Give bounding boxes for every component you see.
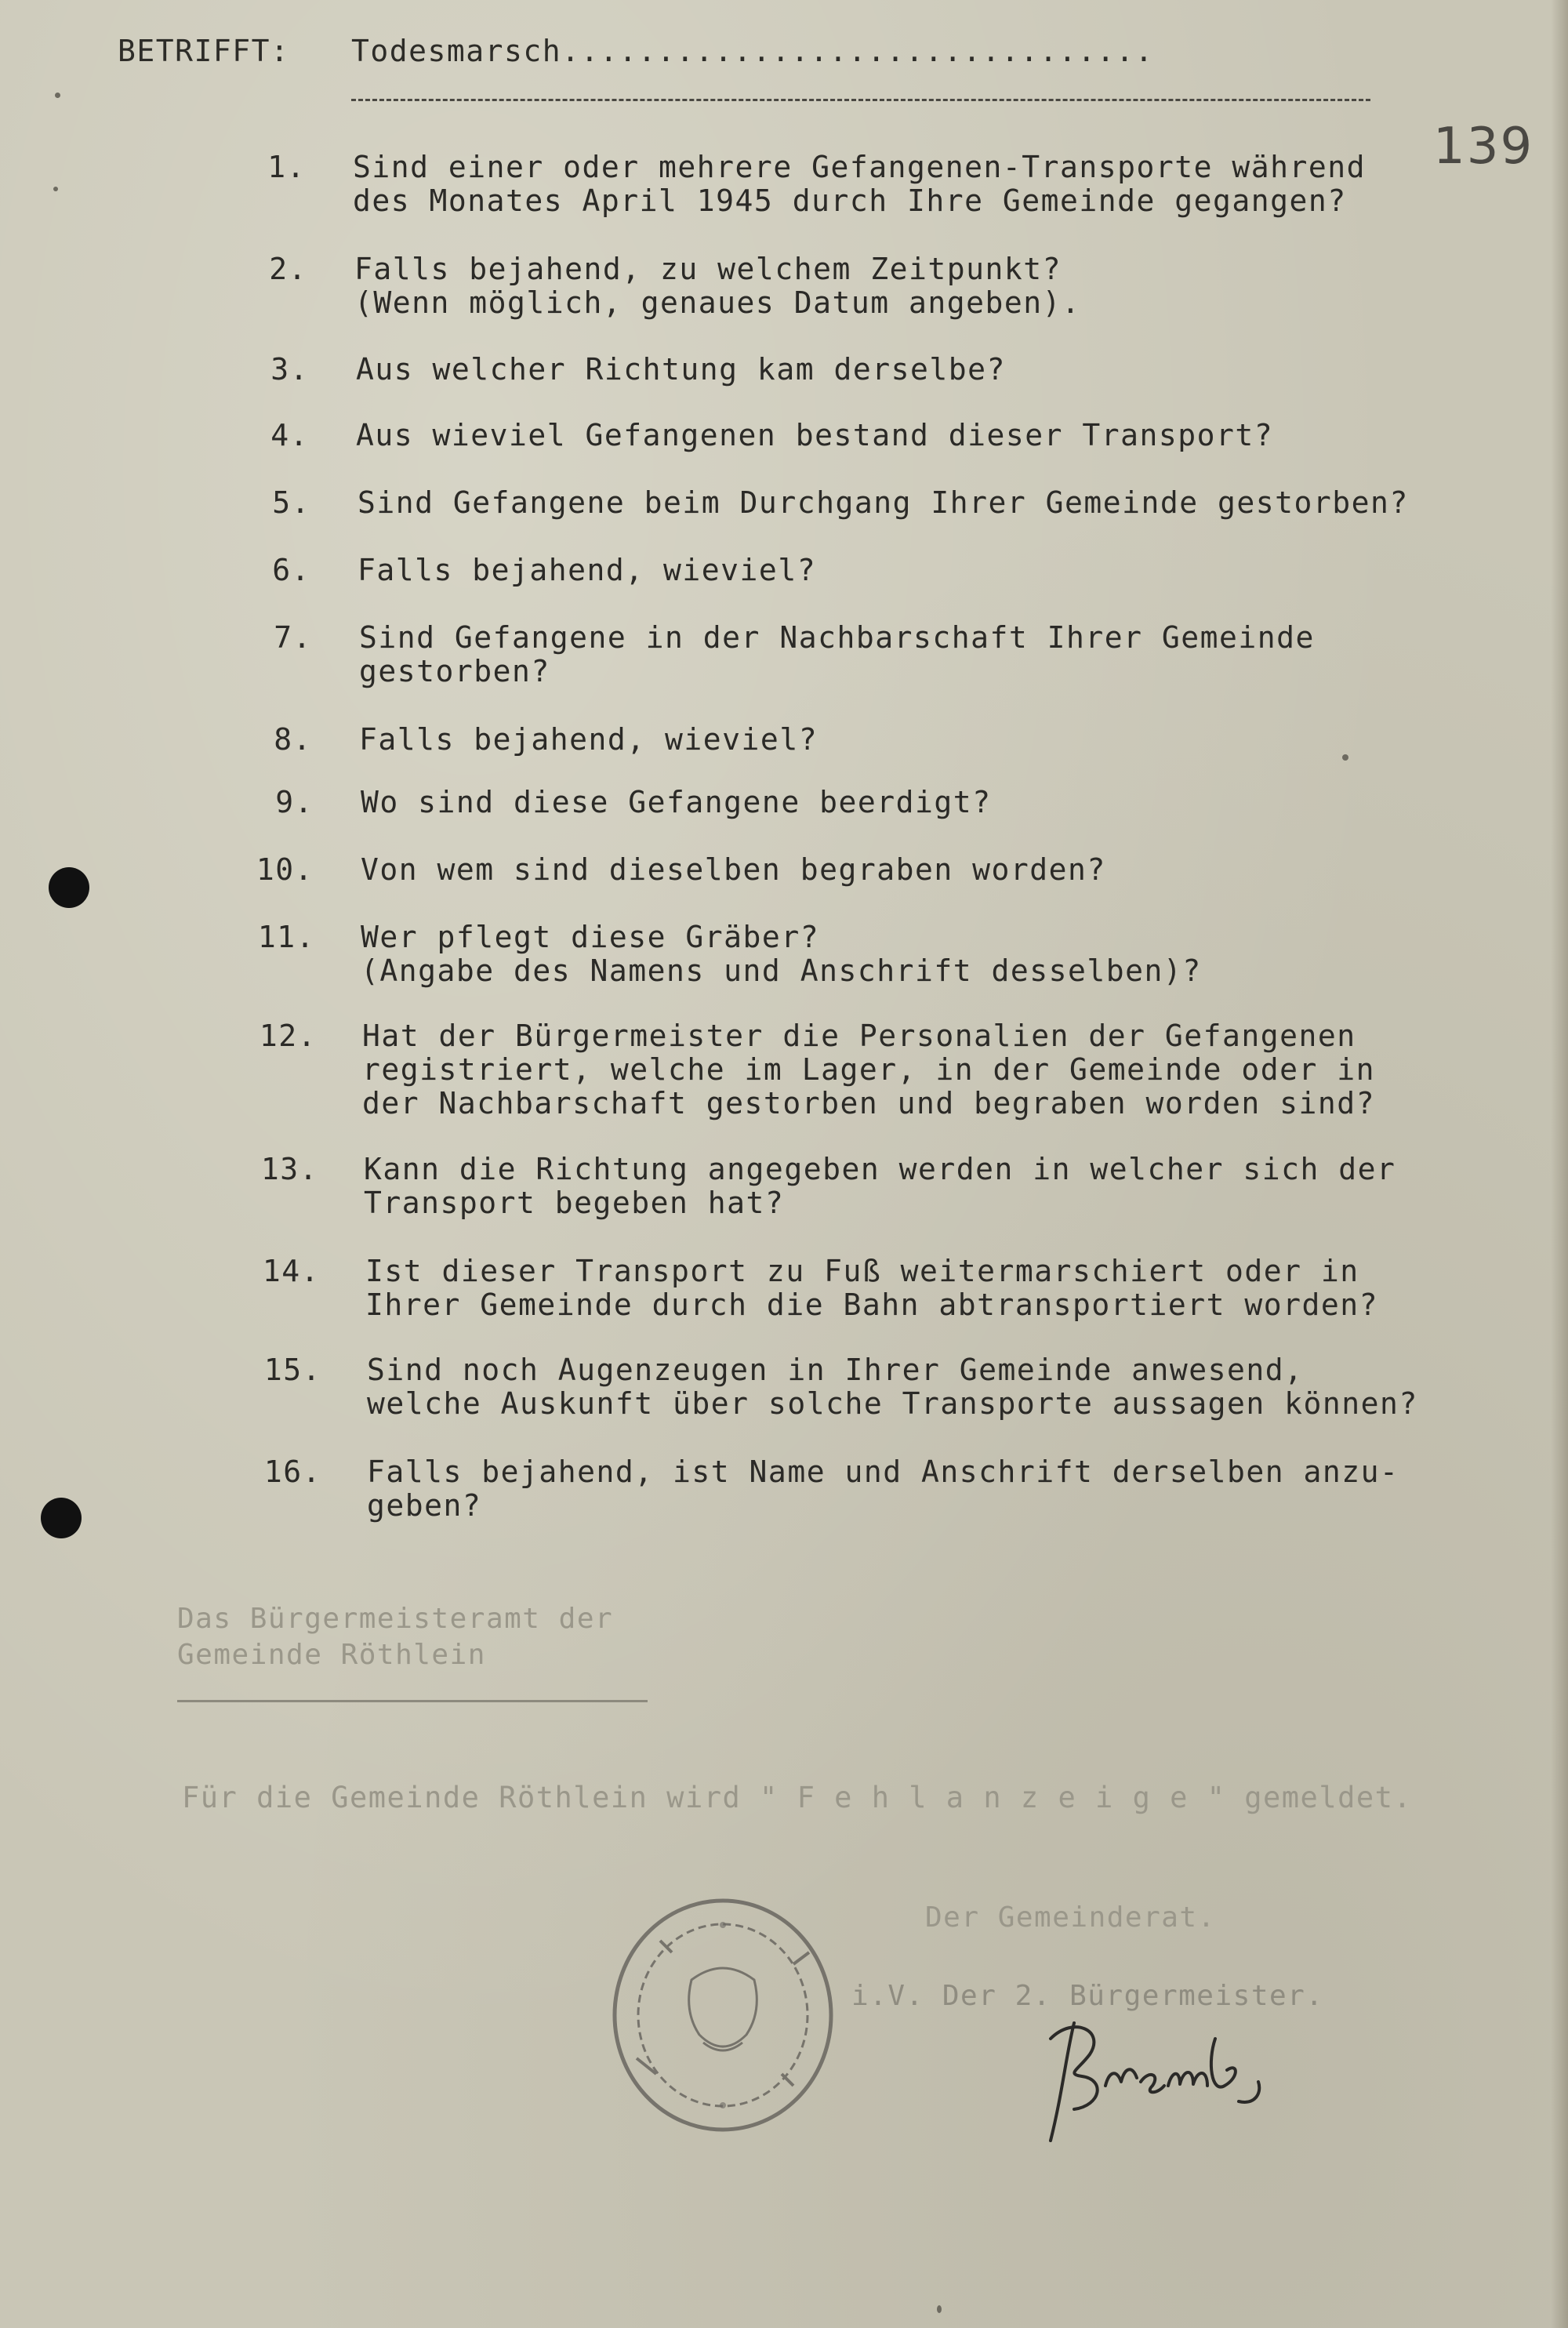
question-number: 10. xyxy=(256,852,314,887)
question-number: 14. xyxy=(262,1254,320,1288)
question-text: Wer pflegt diese Gräber? xyxy=(361,920,820,954)
municipality-name: Gemeinde Röthlein xyxy=(177,1639,486,1671)
question-text: registriert, welche im Lager, in der Gemeinde oder in xyxy=(362,1052,1376,1087)
subject-underline xyxy=(351,99,1370,101)
question-text: Aus wieviel Gefangenen bestand dieser Transport? xyxy=(356,418,1274,452)
question-number: 13. xyxy=(260,1152,318,1186)
question-text: Falls bejahend, wieviel? xyxy=(358,553,817,587)
question-text: Wo sind diese Gefangene beerdigt? xyxy=(361,785,992,819)
question-number: 9. xyxy=(275,785,314,819)
question-number: 3. xyxy=(270,352,309,387)
question-number: 4. xyxy=(270,418,309,452)
question-number: 12. xyxy=(259,1019,317,1053)
question-text: des Monates April 1945 durch Ihre Gemeinde gegangen? xyxy=(353,183,1347,218)
page-number: 139 xyxy=(1433,118,1534,176)
question-text: welche Auskunft über solche Transporte aussagen können? xyxy=(367,1386,1418,1421)
question-text: Sind einer oder mehrere Gefangenen-Transporte während xyxy=(353,150,1367,184)
question-text: der Nachbarschaft gestorben und begraben worden sind? xyxy=(362,1086,1376,1120)
council-signature-line: Der Gemeinderat. xyxy=(925,1901,1216,1934)
question-number: 15. xyxy=(263,1353,321,1387)
question-text: Hat der Bürgermeister die Personalien der Gefangenen xyxy=(362,1019,1356,1053)
official-seal-icon xyxy=(605,1894,840,2137)
question-text: Ist dieser Transport zu Fuß weitermarschiert oder in xyxy=(365,1254,1359,1288)
question-text: Falls bejahend, zu welchem Zeitpunkt? xyxy=(354,252,1062,286)
office-name: Das Bürgermeisteramt der xyxy=(177,1603,614,1635)
punch-hole xyxy=(41,1498,82,1538)
question-number: 11. xyxy=(257,920,315,954)
question-text: geben? xyxy=(367,1488,482,1523)
question-text: Falls bejahend, ist Name und Anschrift derselben anzu- xyxy=(367,1455,1399,1489)
paper-speck xyxy=(937,2305,942,2313)
question-text: Sind noch Augenzeugen in Ihrer Gemeinde anwesend, xyxy=(367,1353,1304,1387)
paper-speck xyxy=(1342,754,1348,761)
question-text: Von wem sind dieselben begraben worden? xyxy=(361,852,1106,887)
question-text: Transport begeben hat? xyxy=(364,1186,785,1220)
question-number: 7. xyxy=(274,620,312,655)
question-text: (Wenn möglich, genaues Datum angeben). xyxy=(354,285,1081,320)
question-text: gestorben? xyxy=(359,654,550,688)
question-text: Ihrer Gemeinde durch die Bahn abtransportiert worden? xyxy=(365,1287,1379,1322)
question-number: 5. xyxy=(272,485,310,520)
question-number: 2. xyxy=(269,252,307,286)
deputy-mayor-line: i.V. Der 2. Bürgermeister. xyxy=(851,1980,1324,2012)
punch-hole xyxy=(49,867,89,908)
question-number: 8. xyxy=(274,722,312,757)
subject-value: Todesmarsch............................... xyxy=(351,34,1154,68)
question-text: (Angabe des Namens und Anschrift desselben)? xyxy=(361,953,1202,988)
paper-speck xyxy=(53,187,58,191)
question-text: Sind Gefangene in der Nachbarschaft Ihrer Gemeinde xyxy=(359,620,1315,655)
question-text: Sind Gefangene beim Durchgang Ihrer Gemeinde gestorben? xyxy=(358,485,1409,520)
question-number: 16. xyxy=(263,1455,321,1489)
office-underline xyxy=(177,1700,648,1702)
handwritten-signature-icon xyxy=(1019,2007,1301,2148)
question-text: Falls bejahend, wieviel? xyxy=(359,722,818,757)
paper-speck xyxy=(55,93,60,98)
question-text: Kann die Richtung angegeben werden in welcher sich der xyxy=(364,1152,1396,1186)
nil-report-statement: Für die Gemeinde Röthlein wird " F e h l a n z e i g e " gemeldet. xyxy=(182,1781,1413,1814)
subject-label: BETRIFFT: xyxy=(118,34,290,68)
question-text: Aus welcher Richtung kam derselbe? xyxy=(356,352,1006,387)
question-number: 1. xyxy=(267,150,306,184)
paper-edge-shadow xyxy=(1551,0,1568,2328)
question-number: 6. xyxy=(272,553,310,587)
